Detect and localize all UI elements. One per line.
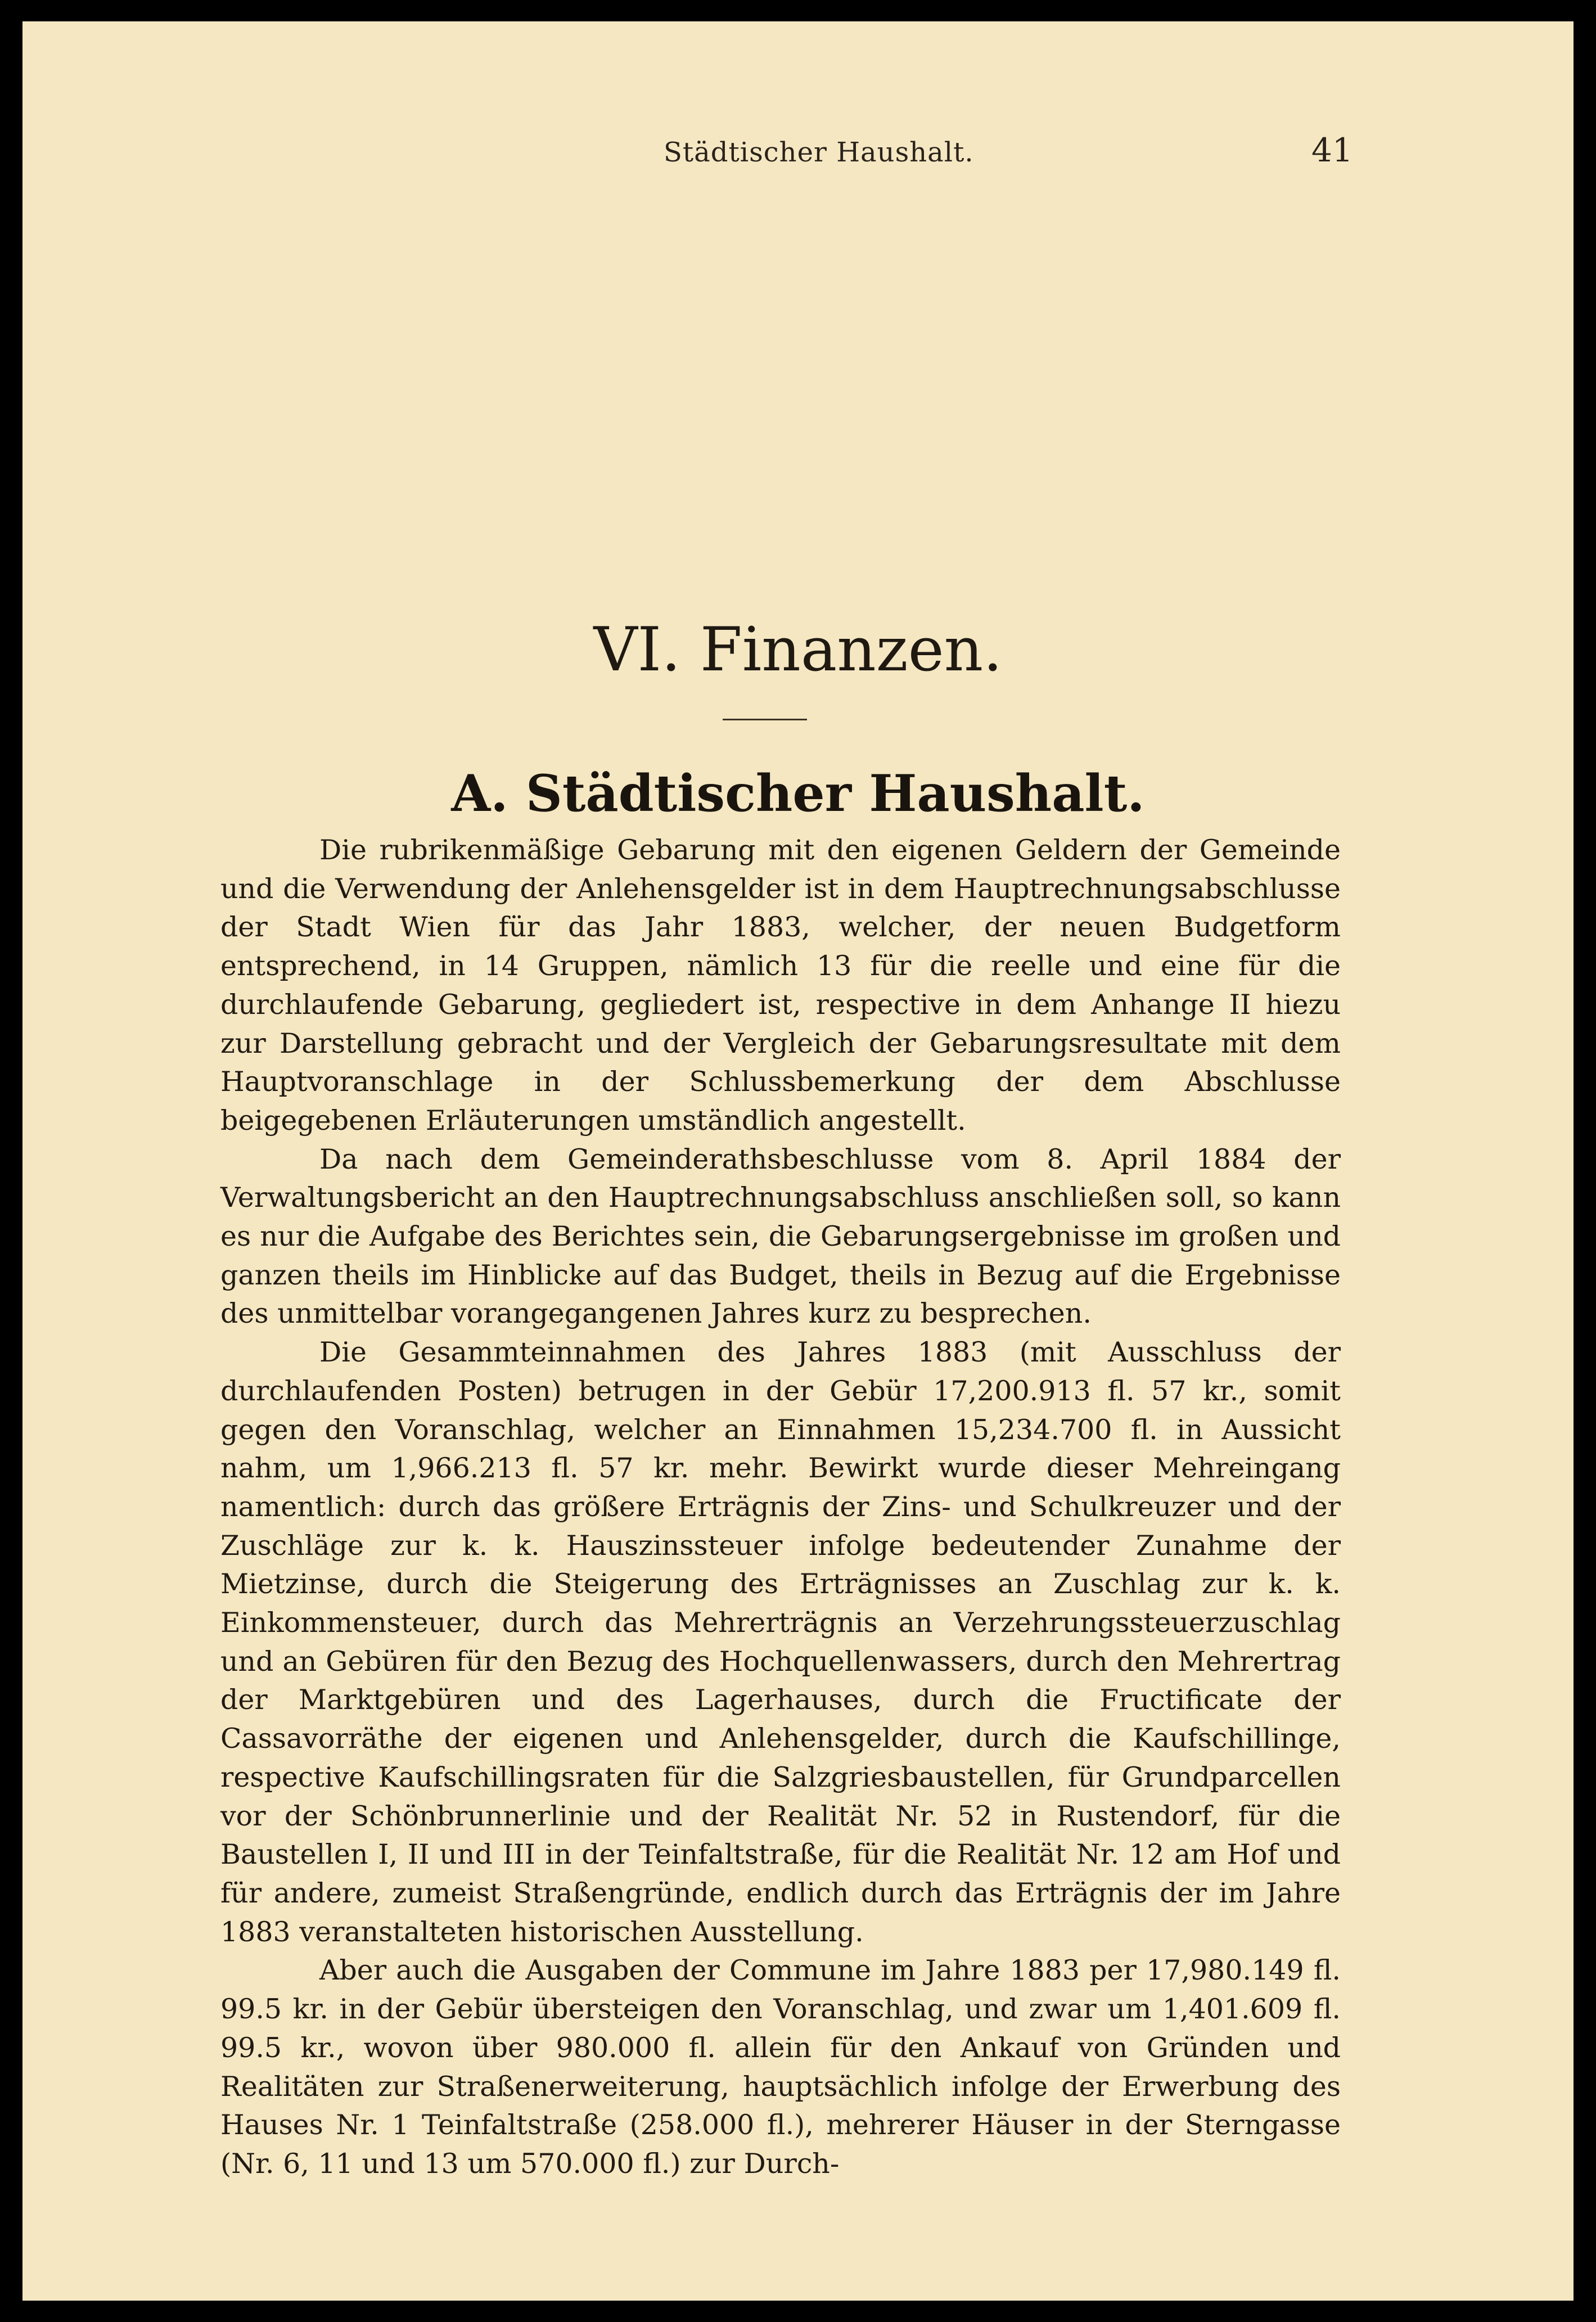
chapter-title: VI. Finanzen.: [593, 615, 1003, 685]
paragraph: Aber auch die Ausgaben der Commune im Jahre 1883 per 17,980.149 fl. 99.5 kr. in der Gebür übersteigen den Voranschlag, und zwar um 1,401.609 fl. 99.5 kr., wovon über 980.000 fl. allein für den Ankauf von Gründen und Realitäten zur Straßenerweiterung, hauptsächlich infolge der Erwerbung des Hauses Nr. 1 Teinfaltstraße (258.000 fl.), mehrerer Häuser in der Sterngasse (Nr. 6, 11 und 13 um 570.000 fl.) zur Durch-: [220, 1954, 1341, 2180]
paragraph: Die Gesammteinnahmen des Jahres 1883 (mit Ausschluss der durchlaufenden Posten) betrugen in der Gebür 17,200.913 fl. 57 kr., somit gegen den Voranschlag, welcher an Einnahmen 15,234.700 fl. in Aussicht nahm, um 1,966.213 fl. 57 kr. mehr. Bewirkt wurde dieser Mehreingang namentlich: durch das größere Erträgnis der Zins- und Schulkreuzer und der Zuschläge zur k. k. Hauszinssteuer infolge bedeutender Zunahme der Mietzinse, durch die Steigerung des Erträgnisses an Zuschlag zur k. k. Einkommensteuer, durch das Mehrerträgnis an Verzehrungssteuerzuschlag und an Gebüren für den Bezug des Hochquellenwassers, durch den Mehrertrag der Marktgebüren und des Lagerhauses, durch die Fructificate der Cassavorräthe der eigenen und Anlehensgelder, durch die Kaufschillinge, respective Kaufschillingsraten für die Salzgriesbaustellen, für Grundparcellen vor der Schönbrunnerlinie und der Realität Nr. 52 in Rustendorf, für die Baustellen I, II und III in der Teinfaltstraße, für die Realität Nr. 12 am Hof und für andere, zumeist Straßengründe, endlich durch das Erträgnis der im Jahre 1883 veranstalteten historischen Ausstellung.: [220, 1336, 1341, 1948]
running-head: Städtischer Haushalt.: [664, 137, 974, 168]
body-text: [220, 831, 1341, 2184]
section-title: A. Städtischer Haushalt.: [451, 764, 1145, 823]
paragraph: Da nach dem Gemeinderathsbeschlusse vom 8. April 1884 der Verwaltungsbericht an den Hauptrechnungsabschluss anschließen soll, so kann es nur die Aufgabe des Berichtes sein, die Gebarungsergebnisse im großen und ganzen theils im Hinblicke auf das Budget, theils in Bezug auf die Ergebnisse des unmittelbar vorangegangenen Jahres kurz zu besprechen.: [220, 1143, 1341, 1330]
page-number: 41: [1311, 131, 1353, 169]
paragraph: Die rubrikenmäßige Gebarung mit den eigenen Geldern der Gemeinde und die Verwendung der Anlehensgelder ist in dem Hauptrechnungsabschlusse der Stadt Wien für das Jahr 1883, welcher, der neuen Budgetform entsprechend, in 14 Gruppen, nämlich 13 für die reelle und eine für die durchlaufende Gebarung, gegliedert ist, respective in dem Anhange II hiezu zur Darstellung gebracht und der Vergleich der Gebarungsresultate mit dem Hauptvoranschlage in der Schlussbemerkung der dem Abschlusse beigegebenen Erläuterungen umständlich angestellt.: [220, 834, 1341, 1137]
document-page: [22, 21, 1574, 2301]
title-divider: [723, 719, 807, 720]
